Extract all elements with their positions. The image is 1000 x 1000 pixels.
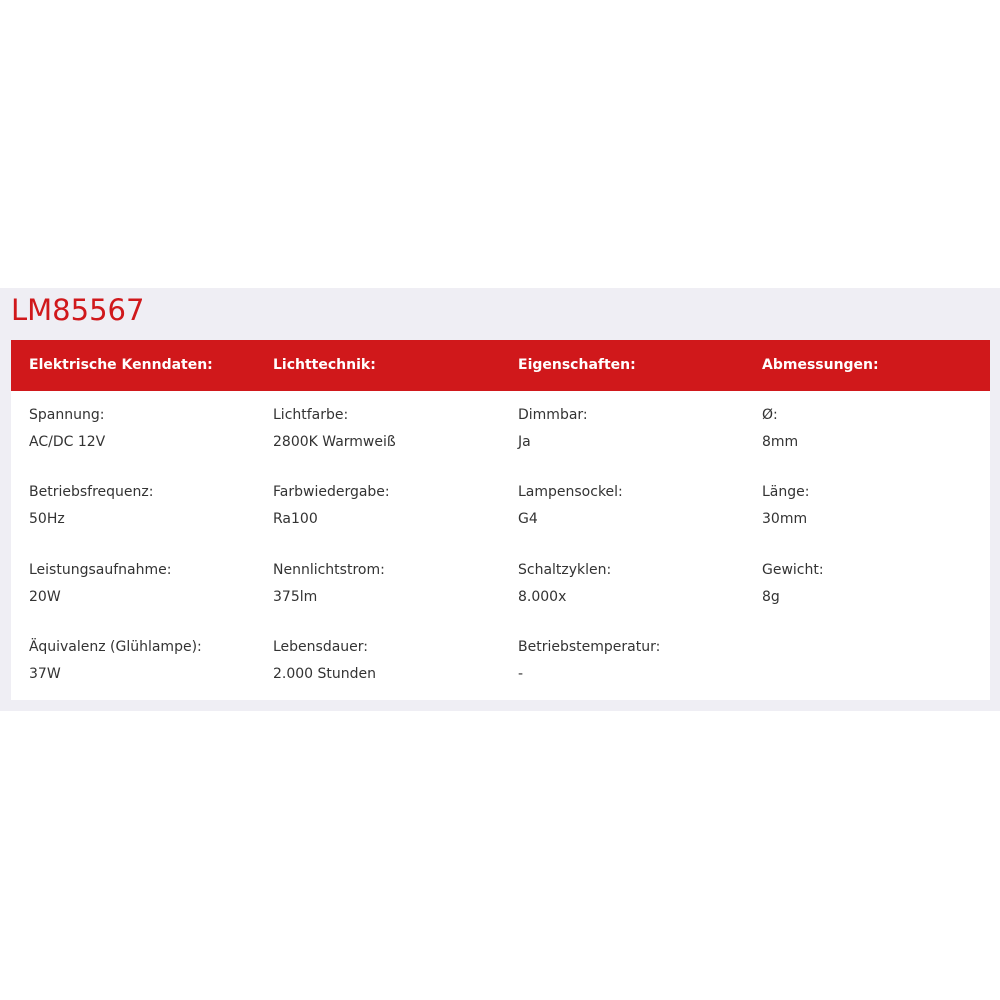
spec-item <box>273 479 503 533</box>
spec-value: 8mm <box>762 434 799 450</box>
spec-label: Leistungsaufnahme: <box>29 562 172 578</box>
spec-item <box>762 557 992 611</box>
spec-value: 8g <box>762 589 780 605</box>
spec-header-row <box>11 340 990 391</box>
header-electrical: Elektrische Kenndaten: <box>29 357 213 373</box>
spec-table <box>11 340 990 700</box>
spec-label: Betriebsfrequenz: <box>29 484 154 500</box>
spec-value: Ja <box>518 434 531 450</box>
spec-value: AC/DC 12V <box>29 434 106 450</box>
spec-item <box>273 634 503 688</box>
spec-label: Äquivalenz (Glühlampe): <box>29 639 202 655</box>
spec-value: 8.000x <box>518 589 567 605</box>
header-lighting: Lichttechnik: <box>273 357 376 373</box>
spec-value: 375lm <box>273 589 318 605</box>
spec-item <box>518 479 748 533</box>
product-code-title: LM85567 <box>11 293 145 327</box>
spec-item <box>273 402 503 456</box>
spec-item <box>762 402 992 456</box>
spec-value: 30mm <box>762 511 808 527</box>
spec-item <box>29 634 259 688</box>
spec-item <box>29 479 259 533</box>
spec-label: Nennlichtstrom: <box>273 562 385 578</box>
spec-label: Dimmbar: <box>518 407 588 423</box>
spec-value: 50Hz <box>29 511 65 527</box>
spec-value: 2.000 Stunden <box>273 666 377 682</box>
spec-value: Ra100 <box>273 511 318 527</box>
spec-label: Gewicht: <box>762 562 824 578</box>
spec-label: Ø: <box>762 407 778 423</box>
spec-value: 37W <box>29 666 61 682</box>
header-dimensions: Abmessungen: <box>762 357 879 373</box>
spec-label: Lampensockel: <box>518 484 623 500</box>
spec-item <box>518 634 748 688</box>
spec-label: Lichtfarbe: <box>273 407 349 423</box>
spec-item <box>29 557 259 611</box>
spec-label: Spannung: <box>29 407 105 423</box>
spec-item <box>518 402 748 456</box>
spec-item <box>29 402 259 456</box>
header-properties: Eigenschaften: <box>518 357 636 373</box>
spec-item <box>518 557 748 611</box>
spec-value: G4 <box>518 511 538 527</box>
spec-label: Schaltzyklen: <box>518 562 612 578</box>
spec-label: Lebensdauer: <box>273 639 369 655</box>
spec-value: - <box>518 666 524 682</box>
spec-label: Farbwiedergabe: <box>273 484 390 500</box>
spec-item <box>762 479 992 533</box>
spec-value: 20W <box>29 589 61 605</box>
spec-label: Betriebstemperatur: <box>518 639 661 655</box>
spec-label: Länge: <box>762 484 810 500</box>
spec-item <box>273 557 503 611</box>
spec-value: 2800K Warmweiß <box>273 434 396 450</box>
